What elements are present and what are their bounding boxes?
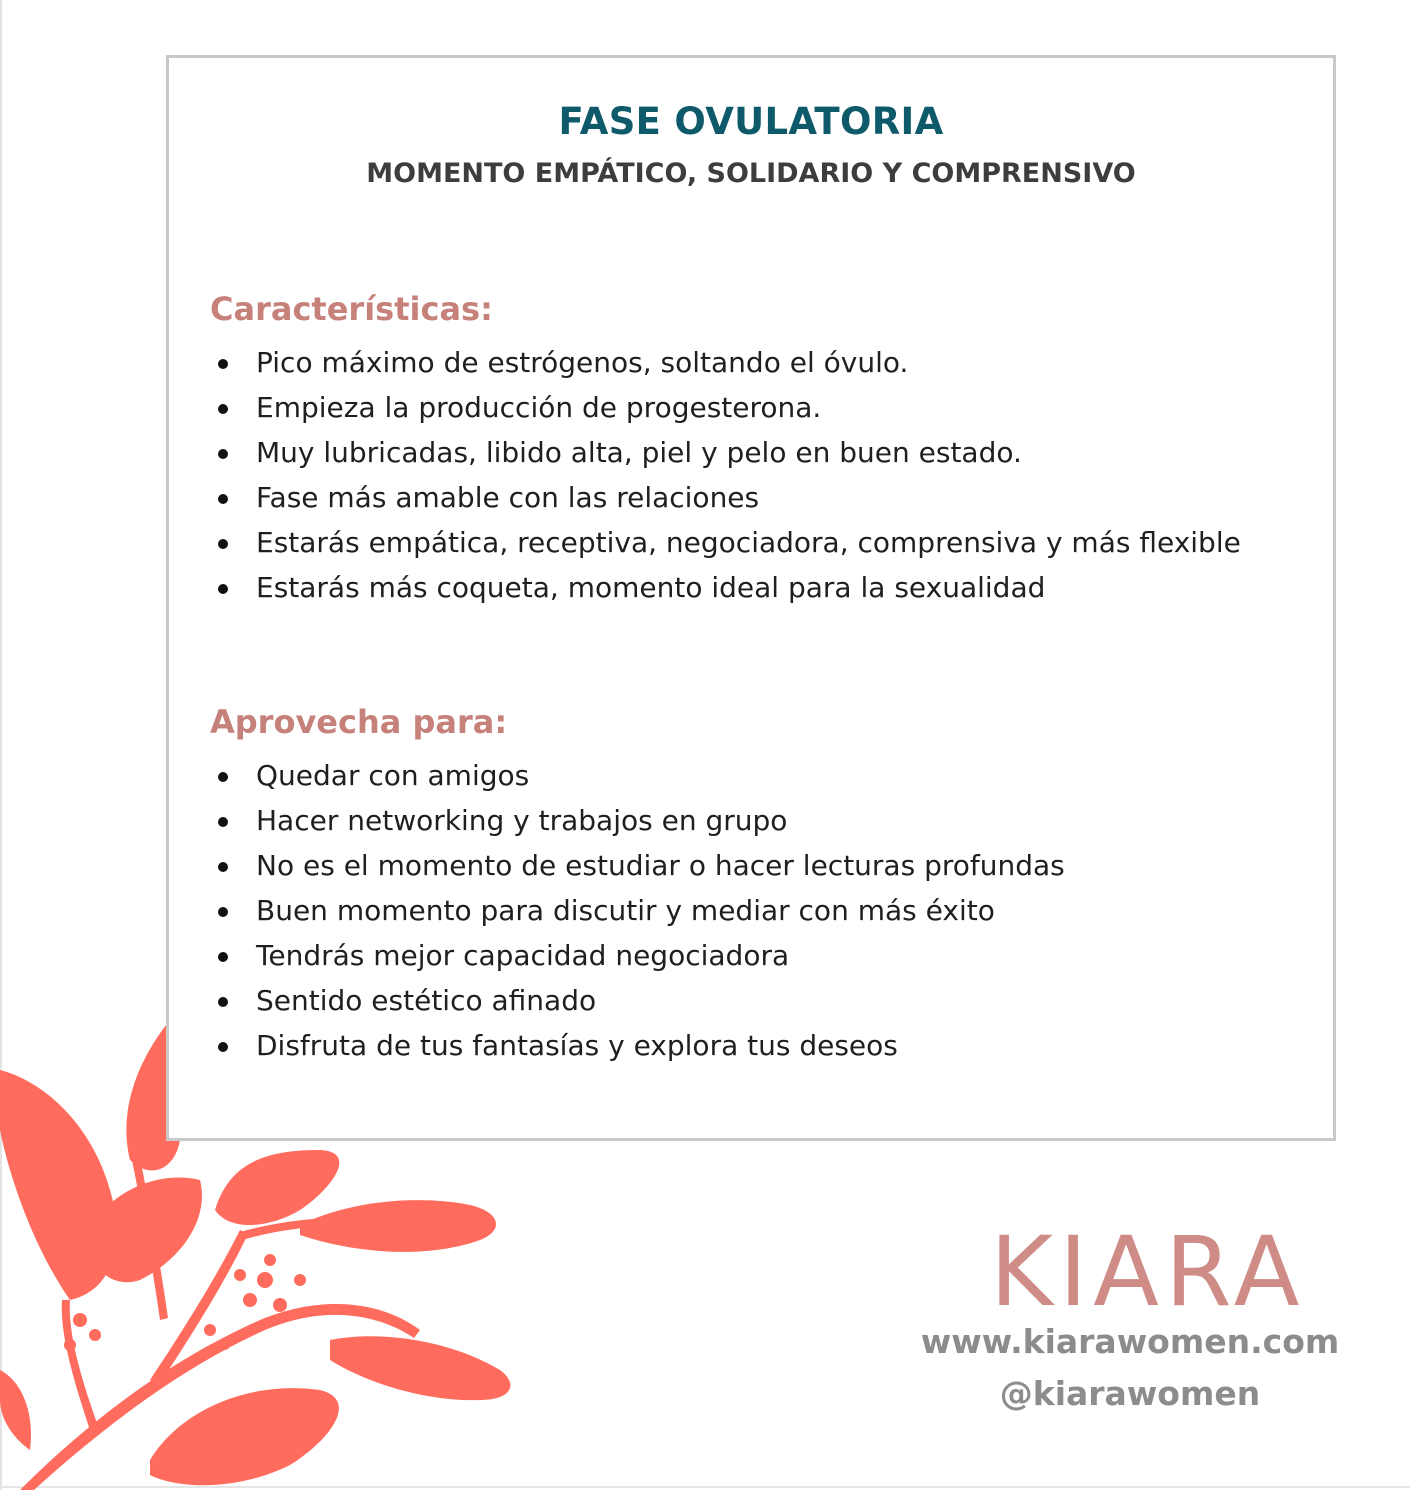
bullet-icon (218, 494, 228, 504)
list-item-text: Buen momento para discutir y mediar con más éxito (256, 894, 995, 927)
leaf-lower-right (330, 1336, 510, 1400)
card-title: FASE OVULATORIA (558, 100, 944, 143)
bullet-icon (218, 449, 228, 459)
list-item-text: Disfruta de tus fantasías y explora tus deseos (256, 1029, 898, 1062)
list-item-text: Hacer networking y trabajos en grupo (256, 804, 788, 837)
bullet-icon (218, 404, 228, 414)
flower-1 (257, 1272, 273, 1288)
bullet-icon (218, 862, 228, 872)
flower-7 (73, 1313, 87, 1327)
aprovecha-heading: Aprovecha para: (210, 703, 508, 741)
list-item-text: Fase más amable con las relaciones (256, 481, 760, 514)
list-item (211, 843, 1065, 888)
list-item (211, 888, 1065, 933)
list-item (211, 430, 1241, 475)
bullet-icon (218, 359, 228, 369)
list-item-text: Estarás más coqueta, momento ideal para la sexualidad (256, 571, 1046, 604)
website-link[interactable]: www.kiarawomen.com (920, 1322, 1340, 1361)
list-item (211, 978, 1065, 1023)
list-item (211, 565, 1241, 610)
brand-logo: KIARA (990, 1216, 1306, 1328)
caracteristicas-list (211, 340, 1241, 610)
list-item (211, 798, 1065, 843)
list-item (211, 753, 1065, 798)
bullet-icon (218, 907, 228, 917)
list-item-text: Sentido estético afinado (256, 984, 597, 1017)
flower-5 (234, 1269, 246, 1281)
list-item (211, 340, 1241, 385)
list-item-text: Pico máximo de estrógenos, soltando el óvulo. (256, 346, 909, 379)
flower-11 (220, 1340, 230, 1350)
card-subtitle: MOMENTO EMPÁTICO, SOLIDARIO Y COMPRENSIVO (366, 158, 1136, 189)
flower-9 (64, 1339, 76, 1351)
list-item-text: Tendrás mejor capacidad negociadora (256, 939, 790, 972)
list-item-text: Muy lubricadas, libido alta, piel y pelo en buen estado. (256, 436, 1022, 469)
bullet-icon (218, 584, 228, 594)
bullet-icon (218, 1042, 228, 1052)
social-handle[interactable]: @kiarawomen (999, 1374, 1261, 1413)
leaf-right (300, 1200, 496, 1252)
aprovecha-list (211, 753, 1065, 1068)
flower-8 (89, 1329, 101, 1341)
bullet-icon (218, 997, 228, 1007)
flower-10 (204, 1324, 216, 1336)
list-item-text: No es el momento de estudiar o hacer lecturas profundas (256, 849, 1065, 882)
list-item (211, 1023, 1065, 1068)
flower-3 (273, 1298, 287, 1312)
leaf-bottom (150, 1388, 339, 1485)
list-item-text: Estarás empática, receptiva, negociadora, comprensiva y más flexible (256, 526, 1241, 559)
list-item (211, 475, 1241, 520)
list-item-text: Empieza la producción de progesterona. (256, 391, 822, 424)
list-item-text: Quedar con amigos (256, 759, 530, 792)
info-card (166, 55, 1336, 1141)
list-item (211, 385, 1241, 430)
bullet-icon (218, 539, 228, 549)
leaf-small-left (0, 1370, 31, 1450)
leaf-upper-right (215, 1150, 339, 1225)
flower-4 (294, 1274, 306, 1286)
caracteristicas-heading: Características: (210, 290, 493, 328)
flower-6 (264, 1254, 276, 1266)
flower-2 (243, 1293, 257, 1307)
list-item (211, 520, 1241, 565)
bullet-icon (218, 817, 228, 827)
list-item (211, 933, 1065, 978)
bullet-icon (218, 952, 228, 962)
bullet-icon (218, 772, 228, 782)
